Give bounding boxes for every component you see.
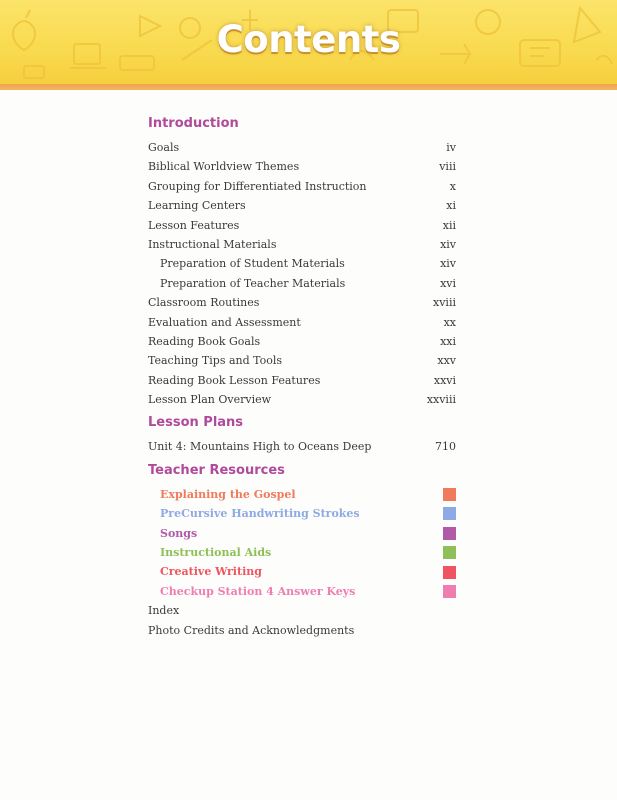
toc-entry-page: xvi [440, 276, 456, 290]
page-title: Contents [216, 18, 401, 61]
toc-entry-title: Lesson Features [148, 218, 240, 232]
color-tab-swatch [443, 566, 456, 579]
toc-entry-page: x [449, 179, 456, 193]
color-tab-swatch [443, 488, 456, 501]
toc-entry[interactable] [148, 216, 456, 235]
resource-entry[interactable] [148, 543, 456, 562]
toc-subentry[interactable] [148, 254, 456, 273]
toc-entry-page: xxv [437, 354, 456, 368]
toc-entry-page: 710 [435, 440, 456, 454]
toc-entry-title: Index [148, 604, 180, 618]
toc-entry[interactable] [148, 235, 456, 254]
resource-entry[interactable] [148, 524, 456, 543]
toc-entry-page: xiv [440, 257, 456, 271]
toc-entry-page: viii [439, 160, 456, 174]
toc-entry[interactable] [148, 371, 456, 390]
toc-entry-title: Instructional Materials [148, 237, 277, 251]
toc-entry[interactable] [148, 293, 456, 312]
toc-entry[interactable] [148, 390, 456, 409]
resource-entry[interactable] [148, 504, 456, 523]
toc-entry-title: Biblical Worldview Themes [148, 160, 300, 174]
toc-entry-page: xx [443, 315, 456, 329]
toc-entry-title: Preparation of Teacher Materials [160, 276, 346, 290]
toc-entry[interactable] [148, 313, 456, 332]
section-heading-lesson-plans: Lesson Plans [148, 415, 244, 431]
section-heading-teacher-resources: Teacher Resources [148, 462, 285, 478]
toc-entry-title: Reading Book Goals [148, 334, 261, 348]
resource-entry-title: Checkup Station 4 Answer Keys [160, 584, 356, 598]
resource-entry-title: Explaining the Gospel [160, 487, 296, 501]
resource-entry[interactable] [148, 562, 456, 581]
toc-entry-title: Classroom Routines [148, 296, 260, 310]
toc-entry-title: Goals [148, 141, 180, 154]
toc-entry-index[interactable] [148, 601, 456, 620]
banner-stripe [0, 84, 617, 90]
toc-entry-title: Preparation of Student Materials [160, 257, 345, 271]
toc-entry-title: Learning Centers [148, 199, 246, 213]
resource-entry-title: Songs [160, 526, 198, 540]
toc-entry[interactable] [148, 437, 456, 456]
toc-entry-title: Reading Book Lesson Features [148, 373, 321, 387]
toc-entry-title: Lesson Plan Overview [148, 393, 272, 407]
header-banner [0, 0, 617, 84]
toc-entry-title: Unit 4: Mountains High to Oceans Deep [148, 440, 372, 454]
color-tab-swatch [443, 507, 456, 520]
toc-entry[interactable] [148, 177, 456, 196]
toc-entry[interactable] [148, 138, 456, 157]
toc-entry-page: xxi [440, 334, 456, 348]
toc-entry-title: Photo Credits and Acknowledgments [148, 623, 355, 637]
table-of-contents [148, 114, 456, 640]
toc-subentry[interactable] [148, 274, 456, 293]
resource-entry-title: Instructional Aids [160, 546, 272, 560]
toc-entry-page: xiv [440, 237, 456, 251]
resource-entry-title: Creative Writing [160, 565, 262, 579]
toc-entry-page: iv [446, 141, 456, 154]
color-tab-swatch [443, 527, 456, 540]
toc-entry-page: xii [442, 218, 456, 232]
color-tab-swatch [443, 546, 456, 559]
color-tab-swatch [443, 585, 456, 598]
toc-entry-credits[interactable] [148, 621, 456, 640]
toc-entry-title: Teaching Tips and Tools [148, 354, 283, 368]
toc-entry[interactable] [148, 332, 456, 351]
toc-entry-page: xi [446, 199, 456, 213]
toc-entry-page: xxvi [433, 373, 456, 387]
toc-entry-page: xxviii [426, 393, 456, 407]
toc-entry-page: xviii [433, 296, 456, 310]
toc-entry[interactable] [148, 196, 456, 215]
resource-entry-title: PreCursive Handwriting Strokes [160, 507, 360, 521]
section-heading-introduction: Introduction [148, 116, 239, 131]
toc-entry-title: Grouping for Differentiated Instruction [148, 179, 367, 193]
toc-entry[interactable] [148, 351, 456, 370]
toc-entry[interactable] [148, 157, 456, 176]
resource-entry[interactable] [148, 485, 456, 504]
resource-entry[interactable] [148, 582, 456, 601]
toc-entry-title: Evaluation and Assessment [148, 315, 301, 329]
